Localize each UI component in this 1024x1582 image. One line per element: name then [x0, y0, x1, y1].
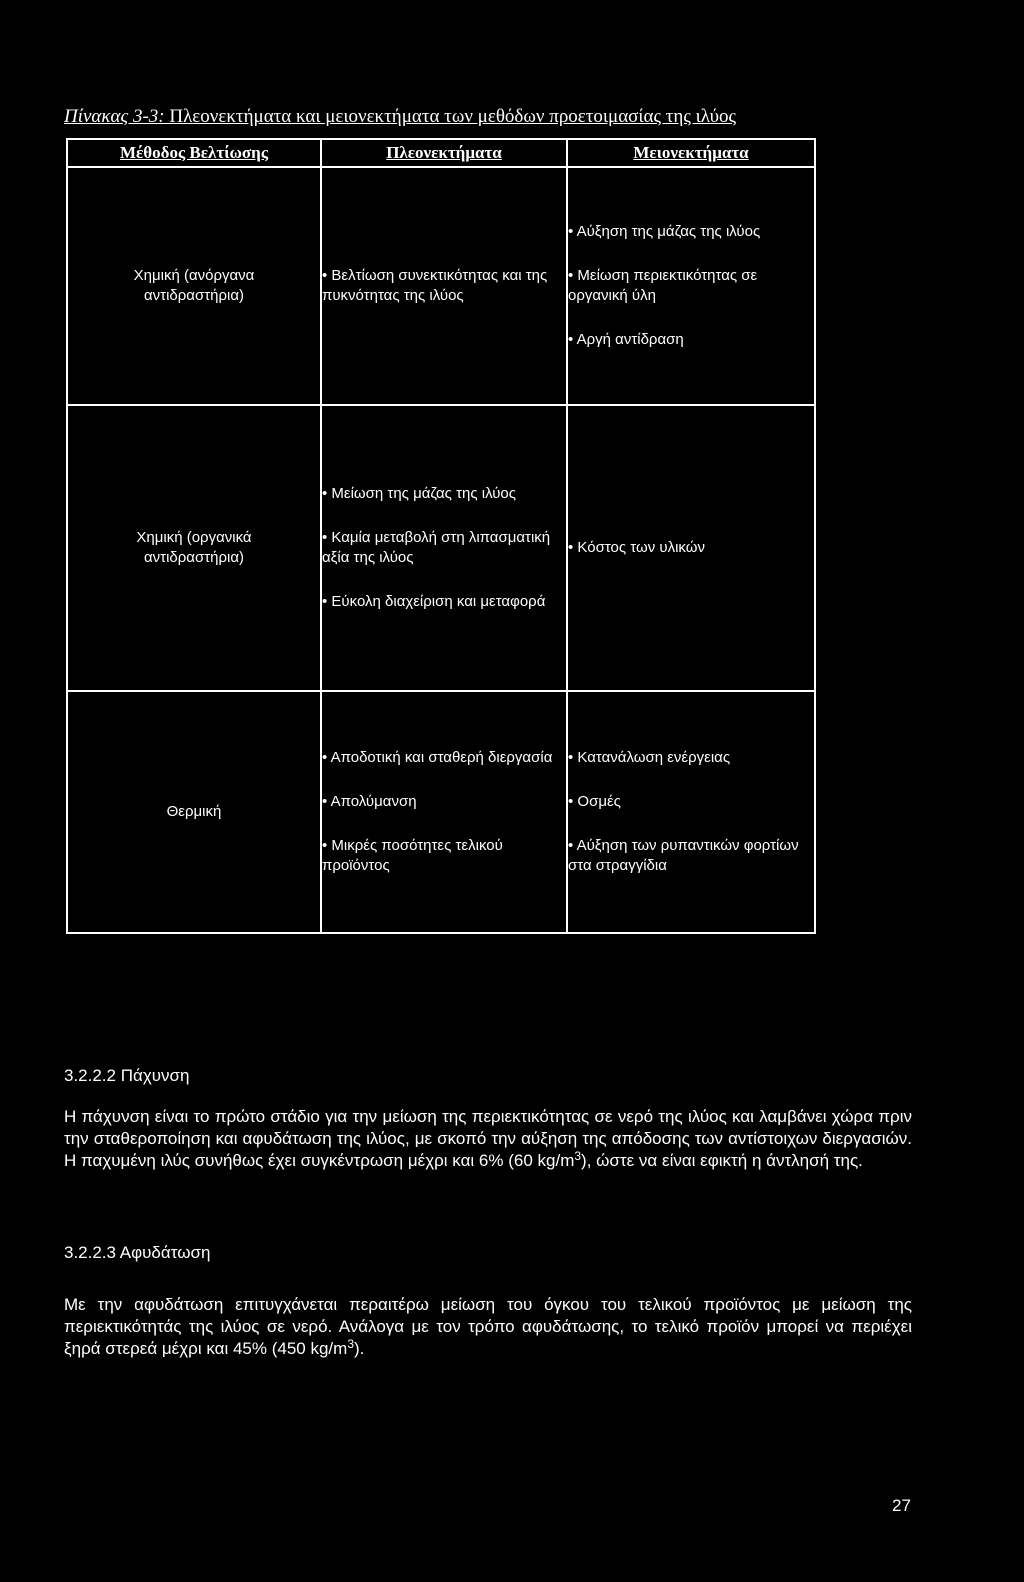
header-method: Μέθοδος Βελτίωσης: [67, 139, 321, 167]
list-item: • Εύκολη διαχείριση και μεταφορά: [322, 592, 566, 612]
header-advantages: Πλεονεκτήματα: [321, 139, 567, 167]
list-item: • Βελτίωση συνεκτικότητας και της πυκνότητας της ιλύος: [322, 266, 566, 306]
method-cell: [67, 691, 321, 933]
caption-text: Πλεονεκτήματα και μειονεκτήματα των μεθόδων προετοιμασίας της ιλύος: [164, 106, 737, 127]
paragraph-text: ), ώστε να είναι εφικτή η άντλησή της.: [581, 1151, 863, 1170]
superscript: 3: [574, 1149, 582, 1163]
advantages-cell: [321, 691, 567, 933]
paragraph-text: Με την αφυδάτωση επιτυγχάνεται περαιτέρω μείωση του όγκου του τελικού προϊόντος με μείωση της περιεκτικότητάς της ιλύος σε νερό. Ανάλογα με τον τρόπο αφυδάτωσης, το τελικό προϊόν μπορεί να περιέχει ξηρά στερεά μέχρι και 45% (450 kg/m: [64, 1295, 912, 1358]
table-row: [67, 167, 815, 405]
table-row: [67, 691, 815, 933]
list-item: • Καμία μεταβολή στη λιπασματική αξία της ιλύος: [322, 528, 566, 568]
paragraph-dewatering: [64, 1294, 912, 1361]
list-item: • Απολύμανση: [322, 792, 566, 812]
list-item: • Μείωση περιεκτικότητας σε οργανική ύλη: [568, 266, 814, 306]
methods-table: [66, 138, 816, 934]
superscript: 3: [347, 1337, 354, 1351]
list-item: • Μικρές ποσότητες τελικού προϊόντος: [322, 836, 566, 876]
list-item: • Μείωση της μάζας της ιλύος: [322, 484, 566, 504]
list-item: • Αργή αντίδραση: [568, 330, 814, 350]
list-item: • Οσμές: [568, 792, 814, 812]
paragraph-thickening: [64, 1106, 912, 1173]
advantages-cell: [321, 405, 567, 691]
table-header-row: [67, 139, 815, 167]
header-disadvantages: Μειονεκτήματα: [567, 139, 815, 167]
method-cell: [67, 405, 321, 691]
list-item: • Κόστος των υλικών: [568, 538, 814, 558]
section-heading-dewatering: 3.2.2.3 Αφυδάτωση: [64, 1243, 211, 1262]
method-label: Θερμική: [166, 803, 222, 820]
advantages-cell: [321, 167, 567, 405]
table-caption: [64, 106, 944, 128]
disadvantages-cell: [567, 405, 815, 691]
caption-label: Πίνακας 3-3:: [64, 106, 165, 127]
method-cell: [67, 167, 321, 405]
list-item: • Αύξηση της μάζας της ιλύος: [568, 222, 814, 242]
disadvantages-cell: [567, 691, 815, 933]
method-label: Χημική (ανόργανα αντιδραστήρια): [133, 267, 255, 304]
section-heading-thickening: 3.2.2.2 Πάχυνση: [64, 1066, 190, 1085]
disadvantages-cell: [567, 167, 815, 405]
list-item: • Αύξηση των ρυπαντικών φορτίων στα στραγγίδια: [568, 836, 814, 876]
paragraph-text: Η πάχυνση είναι το πρώτο στάδιο για την μείωση της περιεκτικότητας σε νερό της ιλύος και λαμβάνει χώρα πριν την σταθεροποίηση και αφυδάτωση της ιλύος, με σκοπό την αύξηση της απόδοσης των αντίστοιχων διεργασιών. Η παχυμένη ιλύς συνήθως έχει συγκέντρωση μέχρι και 6% (60 kg/m: [64, 1107, 912, 1170]
method-label: Χημική (οργανικά αντιδραστήρια): [136, 529, 252, 566]
table-row: [67, 405, 815, 691]
list-item: • Αποδοτική και σταθερή διεργασία: [322, 748, 566, 768]
list-item: • Κατανάλωση ενέργειας: [568, 748, 814, 768]
paragraph-text: ).: [354, 1339, 365, 1358]
page-number: 27: [892, 1496, 911, 1515]
